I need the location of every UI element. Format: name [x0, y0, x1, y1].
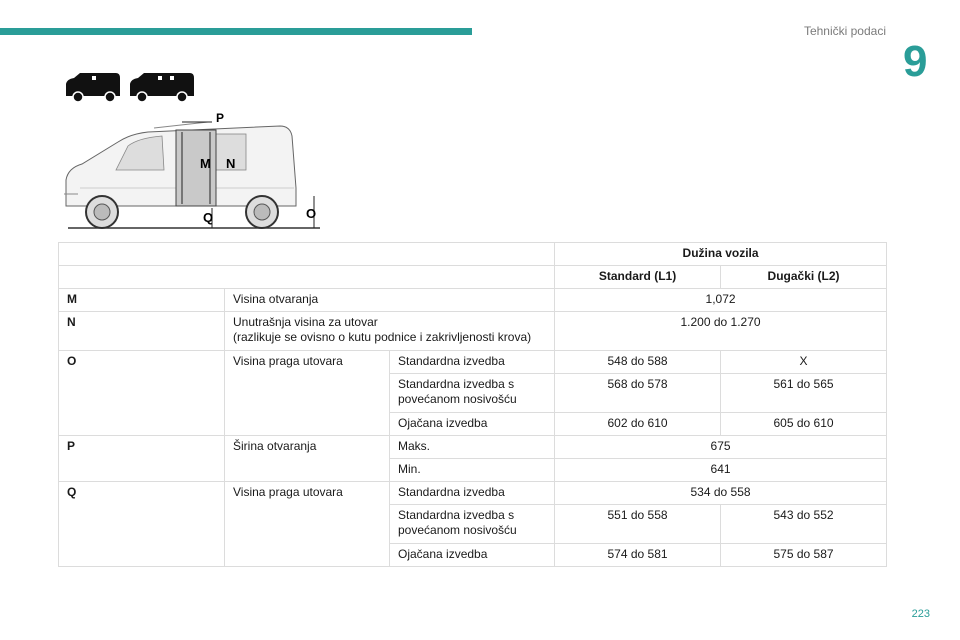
header-long-l2: Dugački (L2) [721, 266, 887, 289]
value-l2: 561 do 565 [721, 374, 887, 413]
variant-label: Ojačana izvedba [390, 544, 555, 567]
header-standard-l1: Standard (L1) [555, 266, 721, 289]
value-l2: 543 do 552 [721, 505, 887, 544]
page-number: 223 [911, 608, 930, 620]
row-value: 534 do 558 [555, 482, 887, 505]
row-value: 641 [555, 459, 887, 482]
table-row [59, 436, 887, 459]
van-icon-long [130, 73, 194, 102]
value-l1: 602 do 610 [555, 413, 721, 436]
dimension-label-o: O [306, 206, 317, 221]
header-vehicle-length: Dužina vozila [555, 243, 887, 266]
value-l2: X [721, 351, 887, 374]
row-description: Širina otvaranja [225, 436, 390, 482]
variant-label [390, 505, 555, 544]
variant-line: povećanom nosivošću [398, 392, 517, 406]
value-l1: 568 do 578 [555, 374, 721, 413]
row-value: 1,072 [555, 289, 887, 312]
dimension-label-n: N [226, 156, 236, 171]
value-l2: 605 do 610 [721, 413, 887, 436]
variant-label: Standardna izvedba [390, 482, 555, 505]
variant-label [390, 374, 555, 413]
variant-line: Standardna izvedba s [398, 508, 515, 522]
van-icons [62, 70, 197, 104]
value-l1: 548 do 588 [555, 351, 721, 374]
dimension-label-p: P [216, 111, 225, 125]
row-description: Visina praga utovara [225, 482, 390, 567]
table-row [59, 266, 887, 289]
row-description: Visina praga utovara [225, 351, 390, 436]
dimension-label-q: Q [203, 210, 214, 225]
description-line: Unutrašnja visina za utovar [233, 315, 378, 329]
variant-line: Standardna izvedba s [398, 377, 515, 391]
row-value: 675 [555, 436, 887, 459]
row-code: P [59, 436, 225, 482]
chapter-number: 9 [903, 37, 928, 86]
table-row [59, 351, 887, 374]
table-row [59, 243, 887, 266]
row-value: 1.200 do 1.270 [555, 312, 887, 351]
variant-label: Maks. [390, 436, 555, 459]
table-row [59, 289, 887, 312]
variant-label: Standardna izvedba [390, 351, 555, 374]
variant-label: Min. [390, 459, 555, 482]
section-title: Tehnički podaci [803, 24, 886, 38]
dimension-label-m: M [200, 156, 211, 171]
header-accent-bar [0, 28, 472, 35]
table-row [59, 312, 887, 351]
value-l2: 575 do 587 [721, 544, 887, 567]
value-l1: 551 do 558 [555, 505, 721, 544]
row-code: N [59, 312, 225, 351]
row-code: M [59, 289, 225, 312]
row-code: Q [59, 482, 225, 567]
value-l1: 574 do 581 [555, 544, 721, 567]
row-code: O [59, 351, 225, 436]
van-side-diagram [58, 108, 330, 232]
table-row [59, 482, 887, 505]
van-icon-short [66, 73, 120, 102]
variant-label: Ojačana izvedba [390, 413, 555, 436]
row-description [225, 312, 555, 351]
description-line: (razlikuje se ovisno o kutu podnice i zakrivljenosti krova) [233, 330, 532, 344]
row-description: Visina otvaranja [225, 289, 555, 312]
dimensions-table [58, 242, 887, 567]
variant-line: povećanom nosivošću [398, 523, 517, 537]
